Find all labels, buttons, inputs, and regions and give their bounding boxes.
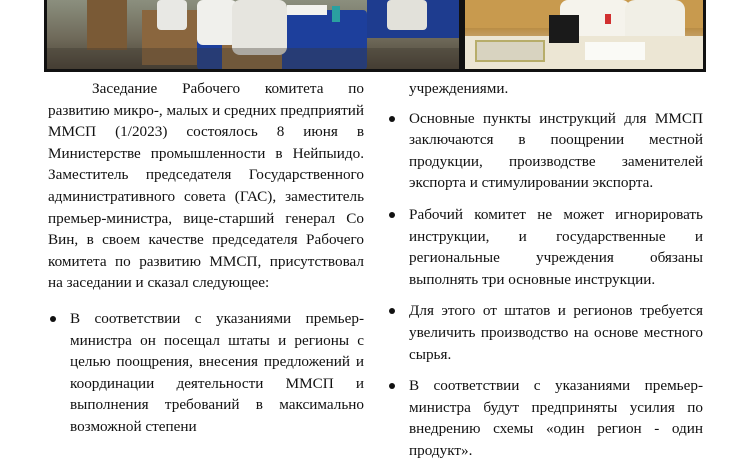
- papers: [287, 5, 327, 15]
- bottle: [332, 6, 340, 22]
- person: [197, 0, 237, 45]
- person: [157, 0, 187, 30]
- person: [232, 0, 287, 55]
- bullet-item: В соответствии с указаниями премьер-министра будут предприняты усилия по внедрению схемы «один регион - один продукт».: [409, 375, 703, 460]
- left-column: [48, 78, 364, 438]
- bullet-item: Основные пункты инструкций для ММСП заключаются в поощрении местной продукции, производстве заменителей экспорта и стимулировании экспорта.: [409, 108, 703, 194]
- bullet-item: В соответствии с указаниями премьер-министра он посещал штаты и регионы с целью поощрения, внесения предложений и координации деятельности ММСП и выполнения требований в максимально возможной степени: [48, 308, 364, 438]
- bullet-item: Для этого от штатов и регионов требуется увеличить производство на основе местного сырья.: [409, 300, 703, 365]
- right-column: [409, 78, 703, 460]
- papers: [585, 42, 645, 60]
- chair: [87, 0, 127, 50]
- left-bullet-list: [48, 308, 364, 438]
- intro-paragraph: Заседание Рабочего комитета по развитию микро-, малых и средних предприятий ММСП (1/2023) состоялось 8 июня в Министерстве промышленности в Нейпыидо. Заместитель председателя Государственного административного совета (ГАС), заместитель премьер-министра, вице-старший генерал Со Вин, в своем качестве председателя Рабочего комитета по развитию ММСП, присутствовал на заседании и сказал следующее:: [48, 80, 364, 292]
- meeting-photo-left: [47, 0, 459, 69]
- device-box: [475, 40, 545, 62]
- continuation-text: учреждениями.: [409, 80, 509, 97]
- right-bullet-list: [409, 108, 703, 460]
- person: [387, 0, 427, 30]
- bullet-item: Рабочий комитет не может игнорировать инструкции, и государственные и региональные учреждения обязаны выполнять три основные инструкции.: [409, 204, 703, 290]
- red-light: [605, 14, 611, 24]
- floor: [47, 48, 459, 69]
- microphone-stand: [549, 15, 579, 43]
- meeting-photo-right: [465, 0, 703, 69]
- photo-strip: [44, 0, 706, 72]
